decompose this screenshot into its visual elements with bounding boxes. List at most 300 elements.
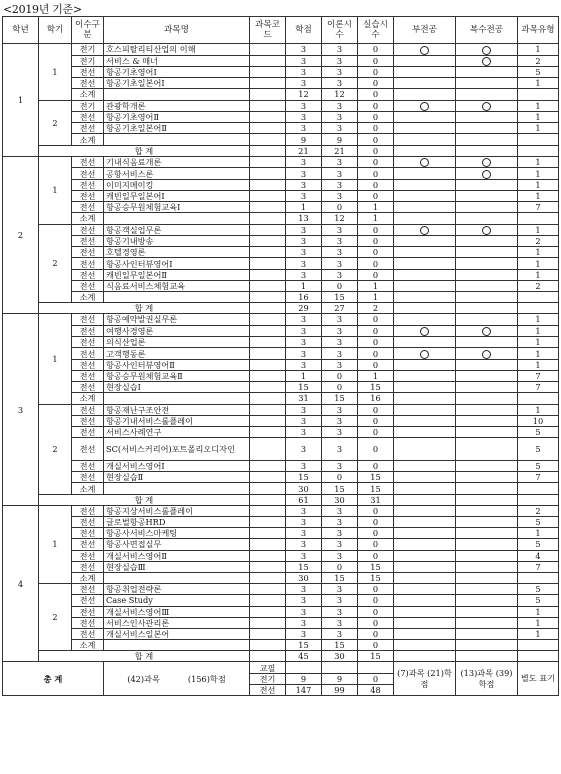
course-type-cell: 1 [518, 404, 559, 415]
course-name-cell: 의식산업론 [104, 337, 250, 348]
practice-cell: 0 [358, 100, 394, 112]
theory-cell: 3 [322, 325, 358, 337]
theory-cell: 3 [322, 505, 358, 516]
credit-cell: 3 [286, 461, 322, 472]
course-row [3, 224, 559, 236]
course-code-cell [250, 348, 286, 360]
course-name-cell: 항공예약발권실무론 [104, 314, 250, 325]
course-code-cell [250, 337, 286, 348]
theory-cell: 3 [322, 426, 358, 437]
course-type-cell: 1 [518, 348, 559, 360]
subtotal-minor [394, 393, 456, 404]
subtotal-double [456, 483, 518, 494]
course-name-cell: 호스피탈리티산업의 이해 [104, 44, 250, 56]
grade-total-credit: 61 [286, 494, 322, 505]
theory-cell: 3 [322, 112, 358, 123]
double-major-cell [456, 325, 518, 337]
grand-total-credit: 9 [286, 673, 322, 684]
course-row [3, 100, 559, 112]
subtotal-blank [104, 483, 250, 494]
practice-cell: 0 [358, 269, 394, 280]
grade-total-theory: 30 [322, 651, 358, 662]
course-type-cell: 7 [518, 561, 559, 572]
grand-total-double: (13)과목 (39)학점 [456, 662, 518, 696]
course-code-cell [250, 236, 286, 247]
double-major-cell [456, 236, 518, 247]
course-code-cell [250, 202, 286, 213]
course-row [3, 628, 559, 639]
grade-total-practice: 31 [358, 494, 394, 505]
course-row [3, 617, 559, 628]
grand-total-summary [104, 662, 250, 696]
course-type-cell: 1 [518, 528, 559, 539]
theory-cell: 3 [322, 67, 358, 78]
practice-cell: 0 [358, 247, 394, 258]
category-cell: 전선 [72, 539, 104, 550]
course-type-cell: 1 [518, 191, 559, 202]
subtotal-minor [394, 483, 456, 494]
grade-cell: 3 [3, 314, 39, 505]
minor-cell [394, 404, 456, 415]
curriculum-table [2, 16, 559, 696]
double-major-cell [456, 370, 518, 381]
course-name-cell: 공항서비스론 [104, 168, 250, 180]
table-caption: <2019년 기준> [3, 3, 82, 16]
course-name-cell: 식음료서비스체험교육 [104, 280, 250, 291]
subtotal-blank [104, 89, 250, 100]
practice-cell: 0 [358, 617, 394, 628]
course-name-cell: 항공승무원체험교육Ⅰ [104, 202, 250, 213]
subtotal-blank [104, 292, 250, 303]
minor-cell [394, 191, 456, 202]
course-name-cell: 항공기초영어Ⅰ [104, 67, 250, 78]
course-type-cell: 1 [518, 314, 559, 325]
category-cell: 전선 [72, 112, 104, 123]
category-cell: 전선 [72, 505, 104, 516]
minor-cell [394, 595, 456, 606]
course-type-cell: 5 [518, 426, 559, 437]
credit-cell: 15 [286, 472, 322, 483]
course-code-cell [250, 628, 286, 639]
grand-total-blank-theory [322, 662, 358, 673]
course-code-cell [250, 584, 286, 595]
grade-total-credit: 45 [286, 651, 322, 662]
double-major-cell [456, 247, 518, 258]
double-major-cell [456, 112, 518, 123]
category-cell: 전선 [72, 617, 104, 628]
course-row [3, 370, 559, 381]
credit-cell: 3 [286, 112, 322, 123]
course-row [3, 550, 559, 561]
course-type-cell: 1 [518, 78, 559, 89]
credit-cell: 3 [286, 584, 322, 595]
grade-total-label: 합 계 [39, 145, 250, 156]
practice-cell: 0 [358, 325, 394, 337]
course-name-cell: 서비스사례연구 [104, 426, 250, 437]
course-name-cell: 항공기내방송 [104, 236, 250, 247]
grade-total-double [456, 303, 518, 314]
semester-cell: 2 [39, 100, 72, 145]
subtotal-row [3, 640, 559, 651]
course-name-cell: 개실서비스영어Ⅲ [104, 606, 250, 617]
double-major-cell [456, 348, 518, 360]
practice-cell: 0 [358, 628, 394, 639]
theory-cell: 3 [322, 539, 358, 550]
grade-total-row [3, 303, 559, 314]
credit-cell: 3 [286, 269, 322, 280]
minor-cell [394, 269, 456, 280]
circle-mark-icon [420, 46, 429, 55]
double-major-cell [456, 472, 518, 483]
subtotal-blank [104, 134, 250, 145]
practice-cell: 0 [358, 168, 394, 180]
minor-cell [394, 55, 456, 67]
category-cell: 전선 [72, 404, 104, 415]
minor-cell [394, 370, 456, 381]
course-code-cell [250, 404, 286, 415]
course-code-cell [250, 100, 286, 112]
credit-cell: 3 [286, 67, 322, 78]
category-cell: 전선 [72, 517, 104, 528]
course-type-cell: 4 [518, 550, 559, 561]
practice-cell: 0 [358, 179, 394, 190]
practice-cell: 0 [358, 236, 394, 247]
theory-cell: 3 [322, 269, 358, 280]
subtotal-row [3, 134, 559, 145]
practice-cell: 15 [358, 561, 394, 572]
credit-cell: 3 [286, 100, 322, 112]
course-code-cell [250, 528, 286, 539]
course-row [3, 426, 559, 437]
double-major-cell [456, 628, 518, 639]
course-code-cell [250, 415, 286, 426]
double-major-cell [456, 561, 518, 572]
course-code-cell [250, 44, 286, 56]
circle-mark-icon [420, 350, 429, 359]
practice-cell: 0 [358, 78, 394, 89]
credit-cell: 3 [286, 415, 322, 426]
practice-cell: 0 [358, 517, 394, 528]
subtotal-row [3, 213, 559, 224]
course-type-cell: 1 [518, 112, 559, 123]
practice-cell: 0 [358, 415, 394, 426]
double-major-cell [456, 517, 518, 528]
course-type-cell: 7 [518, 382, 559, 393]
course-code-cell [250, 168, 286, 180]
credit-cell: 3 [286, 258, 322, 269]
double-major-cell [456, 550, 518, 561]
minor-cell [394, 258, 456, 269]
subtotal-label: 소계 [72, 292, 104, 303]
grade-total-type [518, 494, 559, 505]
course-row [3, 325, 559, 337]
grade-total-double [456, 145, 518, 156]
course-name-cell: 개실서비스영어Ⅱ [104, 550, 250, 561]
grade-total-double [456, 494, 518, 505]
double-major-cell [456, 539, 518, 550]
theory-cell: 3 [322, 528, 358, 539]
course-code-cell [250, 505, 286, 516]
practice-cell: 0 [358, 426, 394, 437]
grade-total-row [3, 494, 559, 505]
category-cell: 전선 [72, 258, 104, 269]
course-name-cell: 항공기초일본어Ⅰ [104, 78, 250, 89]
course-type-cell: 5 [518, 595, 559, 606]
minor-cell [394, 325, 456, 337]
minor-cell [394, 202, 456, 213]
credit-cell: 3 [286, 348, 322, 360]
grand-total-label: 총 계 [3, 662, 104, 696]
course-row [3, 78, 559, 89]
course-name-cell: 서비스인사관리론 [104, 617, 250, 628]
category-cell: 전선 [72, 584, 104, 595]
course-code-cell [250, 191, 286, 202]
grade-total-type [518, 651, 559, 662]
course-type-cell: 1 [518, 258, 559, 269]
double-major-cell [456, 606, 518, 617]
course-type-cell: 10 [518, 415, 559, 426]
theory-cell: 3 [322, 314, 358, 325]
credit-cell: 3 [286, 550, 322, 561]
course-code-cell [250, 617, 286, 628]
credit-cell: 3 [286, 528, 322, 539]
theory-cell: 0 [322, 370, 358, 381]
course-name-cell: Case Study [104, 595, 250, 606]
category-cell: 전선 [72, 359, 104, 370]
course-type-cell: 2 [518, 55, 559, 67]
course-code-cell [250, 179, 286, 190]
double-major-cell [456, 461, 518, 472]
subtotal-double [456, 89, 518, 100]
subtotal-theory: 9 [322, 134, 358, 145]
minor-cell [394, 44, 456, 56]
subtotal-theory: 15 [322, 572, 358, 583]
subtotal-code [250, 292, 286, 303]
circle-mark-icon [420, 102, 429, 111]
practice-cell: 0 [358, 461, 394, 472]
subtotal-credit: 31 [286, 393, 322, 404]
subtotal-code [250, 393, 286, 404]
category-cell: 전선 [72, 168, 104, 180]
course-type-cell: 7 [518, 472, 559, 483]
theory-cell: 3 [322, 100, 358, 112]
theory-cell: 3 [322, 78, 358, 89]
semester-cell: 1 [39, 314, 72, 404]
subtotal-type [518, 640, 559, 651]
subtotal-label: 소계 [72, 640, 104, 651]
minor-cell [394, 112, 456, 123]
credit-cell: 3 [286, 606, 322, 617]
credit-cell: 3 [286, 359, 322, 370]
minor-cell [394, 517, 456, 528]
subtotal-practice: 15 [358, 572, 394, 583]
semester-cell: 1 [39, 505, 72, 583]
course-code-cell [250, 224, 286, 236]
credit-cell: 3 [286, 236, 322, 247]
category-cell: 전선 [72, 561, 104, 572]
grade-total-theory: 27 [322, 303, 358, 314]
credit-cell: 3 [286, 617, 322, 628]
course-row [3, 584, 559, 595]
course-type-cell: 7 [518, 202, 559, 213]
double-major-cell [456, 438, 518, 461]
course-name-cell: 캐빈일무일본어Ⅰ [104, 191, 250, 202]
course-row [3, 517, 559, 528]
practice-cell: 15 [358, 472, 394, 483]
subtotal-code [250, 483, 286, 494]
subtotal-code [250, 213, 286, 224]
minor-cell [394, 224, 456, 236]
subtotal-double [456, 292, 518, 303]
course-name-cell: 기내식음료개론 [104, 156, 250, 168]
subtotal-minor [394, 640, 456, 651]
circle-mark-icon [482, 57, 491, 66]
header-grade: 학년 [3, 17, 39, 44]
grade-total-minor [394, 494, 456, 505]
course-code-cell [250, 123, 286, 134]
circle-mark-icon [482, 170, 491, 179]
practice-cell: 0 [358, 528, 394, 539]
circle-mark-icon [420, 158, 429, 167]
course-type-cell: 5 [518, 438, 559, 461]
credit-cell: 3 [286, 179, 322, 190]
minor-cell [394, 628, 456, 639]
credit-cell: 3 [286, 55, 322, 67]
subtotal-row [3, 89, 559, 100]
category-cell: 전선 [72, 78, 104, 89]
course-name-cell: 항공사서비스마케팅 [104, 528, 250, 539]
grade-total-theory: 21 [322, 145, 358, 156]
subtotal-minor [394, 134, 456, 145]
course-name-cell: 고객행동론 [104, 348, 250, 360]
course-type-cell: 5 [518, 539, 559, 550]
double-major-cell [456, 202, 518, 213]
category-cell: 전선 [72, 236, 104, 247]
double-major-cell [456, 382, 518, 393]
double-major-cell [456, 595, 518, 606]
practice-cell: 0 [358, 595, 394, 606]
credit-cell: 1 [286, 202, 322, 213]
minor-cell [394, 617, 456, 628]
subtotal-credit: 16 [286, 292, 322, 303]
practice-cell: 0 [358, 112, 394, 123]
course-code-cell [250, 461, 286, 472]
theory-cell: 3 [322, 191, 358, 202]
course-row [3, 67, 559, 78]
circle-mark-icon [482, 158, 491, 167]
course-name-cell: 항공사인터뷰영어Ⅱ [104, 359, 250, 370]
subtotal-practice: 0 [358, 640, 394, 651]
course-type-cell: 1 [518, 337, 559, 348]
circle-mark-icon [482, 46, 491, 55]
theory-cell: 3 [322, 179, 358, 190]
course-code-cell [250, 370, 286, 381]
double-major-cell [456, 314, 518, 325]
course-type-cell: 1 [518, 179, 559, 190]
theory-cell: 3 [322, 517, 358, 528]
course-name-cell: 개실서비스영어Ⅰ [104, 461, 250, 472]
credit-cell: 3 [286, 44, 322, 56]
grade-total-practice: 0 [358, 145, 394, 156]
practice-cell: 0 [358, 156, 394, 168]
theory-cell: 3 [322, 247, 358, 258]
semester-cell: 1 [39, 44, 72, 101]
theory-cell: 3 [322, 595, 358, 606]
subtotal-label: 소계 [72, 483, 104, 494]
category-cell: 전선 [72, 461, 104, 472]
course-name-cell: 현장실습Ⅱ [104, 472, 250, 483]
double-major-cell [456, 528, 518, 539]
theory-cell: 3 [322, 404, 358, 415]
course-row [3, 348, 559, 360]
course-row [3, 280, 559, 291]
category-cell: 전선 [72, 224, 104, 236]
course-type-cell: 5 [518, 584, 559, 595]
grand-total-code-label: 교필 [250, 662, 286, 673]
course-name-cell: SC(서비스커리어)포트폴리오디자인 [104, 438, 250, 461]
circle-mark-icon [420, 226, 429, 235]
subtotal-code [250, 640, 286, 651]
theory-cell: 3 [322, 236, 358, 247]
course-code-cell [250, 55, 286, 67]
credit-cell: 15 [286, 382, 322, 393]
grand-total-minor: (7)과목 (21)학점 [394, 662, 456, 696]
grade-total-theory: 30 [322, 494, 358, 505]
category-cell: 전기 [72, 55, 104, 67]
practice-cell: 0 [358, 550, 394, 561]
course-name-cell: 글로벌항공HRD [104, 517, 250, 528]
credit-cell: 3 [286, 505, 322, 516]
course-code-cell [250, 382, 286, 393]
double-major-cell [456, 359, 518, 370]
credit-cell: 3 [286, 224, 322, 236]
theory-cell: 3 [322, 359, 358, 370]
course-row [3, 404, 559, 415]
course-name-cell: 현장실습Ⅲ [104, 561, 250, 572]
credit-cell: 3 [286, 325, 322, 337]
minor-cell [394, 359, 456, 370]
category-cell: 전선 [72, 426, 104, 437]
minor-cell [394, 314, 456, 325]
subtotal-type [518, 292, 559, 303]
header-semester: 학기 [39, 17, 72, 44]
double-major-cell [456, 337, 518, 348]
subtotal-credit: 12 [286, 89, 322, 100]
grand-total-practice: 48 [358, 684, 394, 695]
course-row [3, 606, 559, 617]
theory-cell: 3 [322, 628, 358, 639]
credit-cell: 3 [286, 78, 322, 89]
minor-cell [394, 539, 456, 550]
double-major-cell [456, 404, 518, 415]
minor-cell [394, 561, 456, 572]
credit-cell: 3 [286, 168, 322, 180]
theory-cell: 3 [322, 168, 358, 180]
subtotal-practice: 16 [358, 393, 394, 404]
course-row [3, 247, 559, 258]
double-major-cell [456, 224, 518, 236]
course-row [3, 382, 559, 393]
theory-cell: 3 [322, 156, 358, 168]
course-code-cell [250, 325, 286, 337]
minor-cell [394, 415, 456, 426]
theory-cell: 0 [322, 202, 358, 213]
double-major-cell [456, 123, 518, 134]
theory-cell: 3 [322, 584, 358, 595]
grade-cell: 2 [3, 156, 39, 314]
course-row [3, 472, 559, 483]
credit-cell: 15 [286, 561, 322, 572]
